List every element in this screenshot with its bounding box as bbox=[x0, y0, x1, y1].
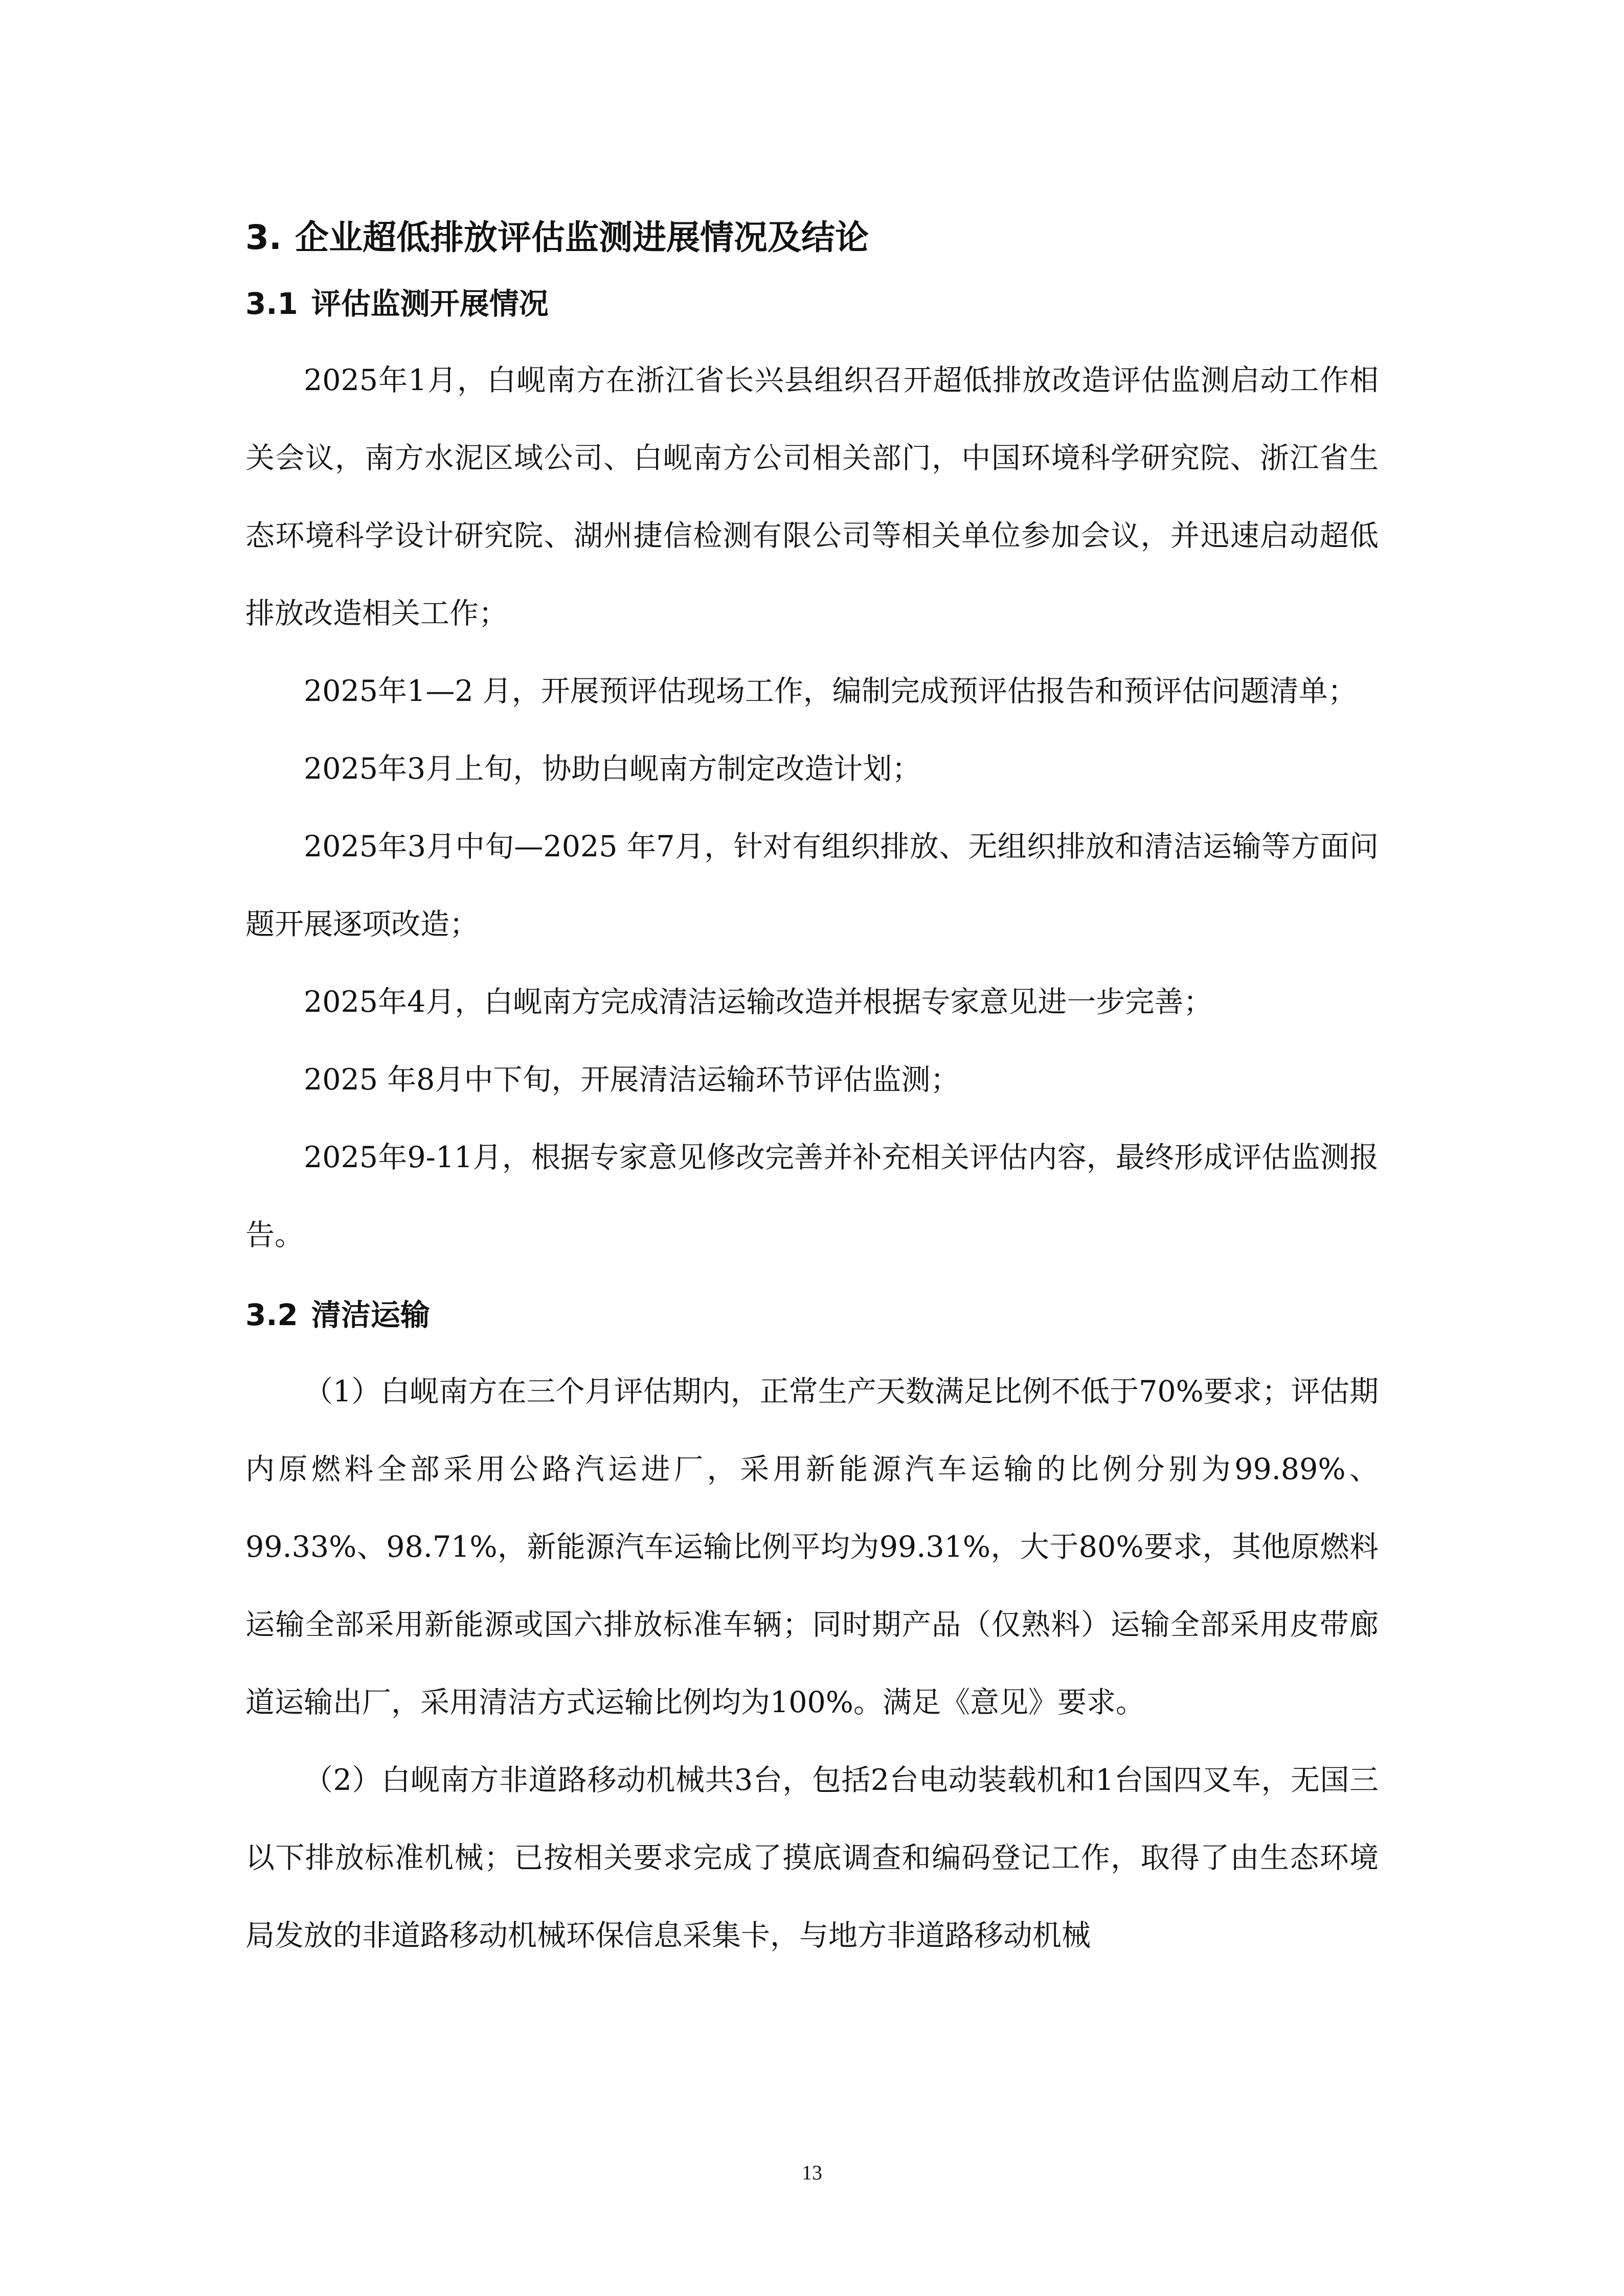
section-3-2-number: 3.2 bbox=[245, 1298, 298, 1332]
paragraph-final-report: 2025年9-11月，根据专家意见修改完善并补充相关评估内容，最终形成评估监测报告。 bbox=[245, 1141, 1379, 1252]
paragraph-retrofit: 2025年3月中旬—2025 年7月，针对有组织排放、无组织排放和清洁运输等方面问题开展逐项改造； bbox=[245, 830, 1379, 941]
paragraph-startup-meeting: 2025年1月，白岘南方在浙江省长兴县组织召开超低排放改造评估监测启动工作相关会议，南方水泥区域公司、白岘南方公司相关部门，中国环境科学研究院、浙江省生态环境科学设计研究院、湖州捷信检测有限公司等相关单位参加会议，并迅速启动超低排放改造相关工作； bbox=[245, 363, 1379, 630]
paragraph-nonroad-machinery: （2）白岘南方非道路移动机械共3台，包括2台电动装载机和1台国四叉车，无国三以下排放标准机械；已按相关要求完成了摸底调查和编码登记工作，取得了由生态环境局发放的非道路移动机械环保信息采集卡，与地方非道路移动机械 bbox=[245, 1763, 1379, 1952]
section-3-number: 3. bbox=[245, 218, 282, 257]
paragraph-pre-assessment: 2025年1—2 月，开展预评估现场工作，编制完成预评估报告和预评估问题清单； bbox=[304, 674, 1357, 708]
section-3-1-heading bbox=[245, 283, 1379, 324]
section-3-title: 企业超低排放评估监测进展情况及结论 bbox=[295, 218, 869, 257]
section-3-1-number: 3.1 bbox=[245, 286, 298, 321]
paragraph-clean-transport-ratio: （1）白岘南方在三个月评估期内，正常生产天数满足比例不低于70%要求；评估期内原燃料全部采用公路汽运进厂，采用新能源汽车运输的比例分别为99.89%、99.33%、98.71%，新能源汽车运输比例平均为99.31%，大于80%要求，其他原燃料运输全部采用新能源或国六排放标准车辆；同时期产品（仅熟料）运输全部采用皮带廊道运输出厂，采用清洁方式运输比例均为100%。满足《意见》要求。 bbox=[245, 1375, 1379, 1719]
paragraph-clean-transport-retrofit: 2025年4月，白岘南方完成清洁运输改造并根据专家意见进一步完善； bbox=[304, 985, 1213, 1019]
section-3-heading bbox=[245, 215, 1379, 261]
section-3-2-title: 清洁运输 bbox=[311, 1298, 430, 1332]
page-number: 13 bbox=[802, 2161, 822, 2184]
page-content bbox=[245, 215, 1379, 1974]
paragraph-plan: 2025年3月上旬，协助白岘南方制定改造计划； bbox=[304, 752, 921, 786]
paragraph-monitoring: 2025 年8月中下旬，开展清洁运输环节评估监测； bbox=[304, 1063, 960, 1097]
section-3-2-heading bbox=[245, 1294, 1379, 1335]
section-3-1-title: 评估监测开展情况 bbox=[311, 286, 549, 321]
